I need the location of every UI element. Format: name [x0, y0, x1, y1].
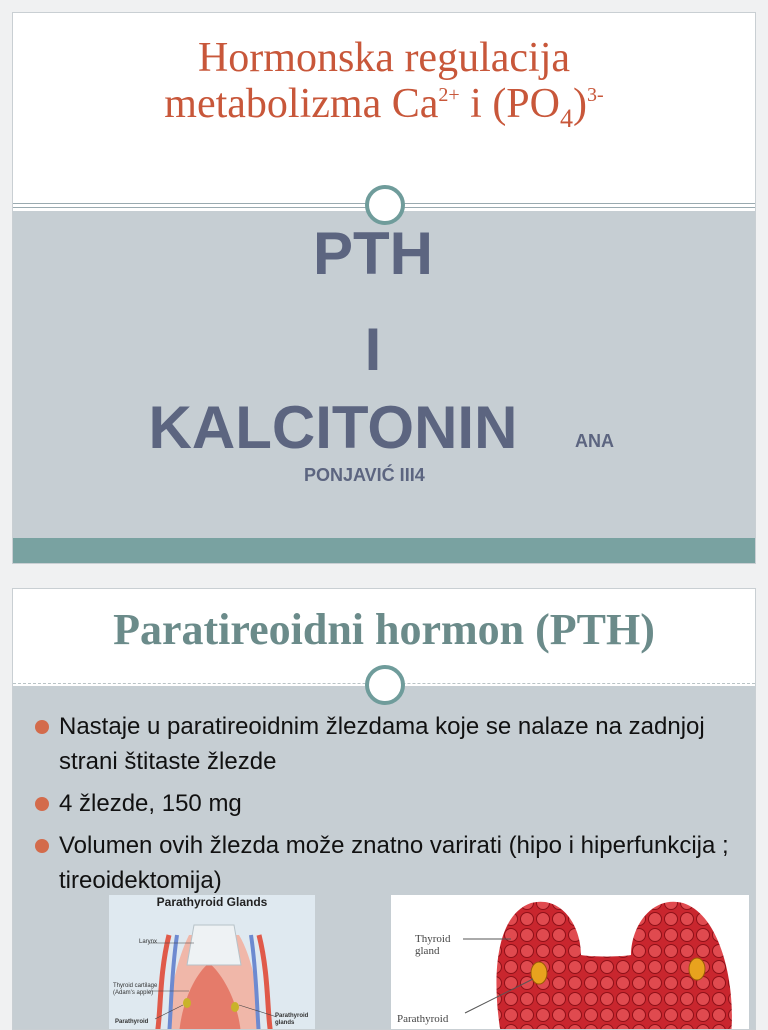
- list-item: [35, 709, 735, 779]
- title-line-2: [13, 81, 755, 133]
- bullet-dot-icon: [35, 720, 49, 734]
- thyroid-gland-illustration: [391, 895, 749, 1030]
- main-text-i: I: [364, 316, 382, 383]
- thyroid-photo-image: [391, 895, 749, 1030]
- title-slide: [12, 12, 756, 564]
- bullet-text: Nastaje u paratireoidnim žlezdama koje se nalaze na zadnjoj strani štitaste žlezde: [59, 713, 705, 775]
- ca-charge: 2+: [438, 84, 460, 106]
- slide-title: Paratireoidni hormon (PTH): [113, 605, 655, 654]
- content-slide: [12, 588, 756, 1030]
- label-parathyroid: Parathyroid: [115, 1019, 149, 1025]
- label-thyroid-gland: Thyroid gland: [415, 933, 451, 957]
- label-parathyroid-glands: Parathyroid glands: [275, 1013, 309, 1026]
- author-name: ANA: [575, 431, 614, 451]
- po-subscript: 4: [560, 104, 574, 133]
- footer-bar: [13, 538, 755, 563]
- title-text-ca: metabolizma Ca: [164, 81, 439, 127]
- main-text-pth: PTH: [313, 220, 433, 287]
- title-close-paren: ): [573, 81, 588, 127]
- slide-title: [13, 35, 755, 133]
- neck-anatomy-illustration: [109, 895, 315, 1030]
- bullet-text: 4 žlezde, 150 mg: [59, 790, 242, 817]
- circle-ornament-icon: [365, 665, 405, 705]
- bullet-list: [35, 709, 735, 905]
- po-charge: 3-: [587, 84, 604, 106]
- bullet-dot-icon: [35, 839, 49, 853]
- list-item: [35, 786, 735, 821]
- main-text-kalcitonin: KALCITONIN: [148, 394, 518, 461]
- author-surname-class: PONJAVIĆ III4: [304, 465, 425, 485]
- image-title: Parathyroid Glands: [156, 895, 268, 909]
- parathyroid-diagram-image: [109, 895, 315, 1030]
- label-parathyroid: Parathyroid: [397, 1013, 449, 1025]
- title-line-1: Hormonska regulacija: [197, 35, 571, 81]
- label-thyroid-cartilage: Thyroid cartilage (Adam's apple): [113, 983, 158, 996]
- list-item: [35, 828, 735, 898]
- bullet-dot-icon: [35, 797, 49, 811]
- bullet-text: Volumen ovih žlezda može znatno varirati (hipo i hiperfunkcija ; tireoidektomija): [59, 832, 729, 894]
- label-larynx: Larynx: [139, 939, 158, 945]
- title-text-po: i (PO: [459, 81, 561, 127]
